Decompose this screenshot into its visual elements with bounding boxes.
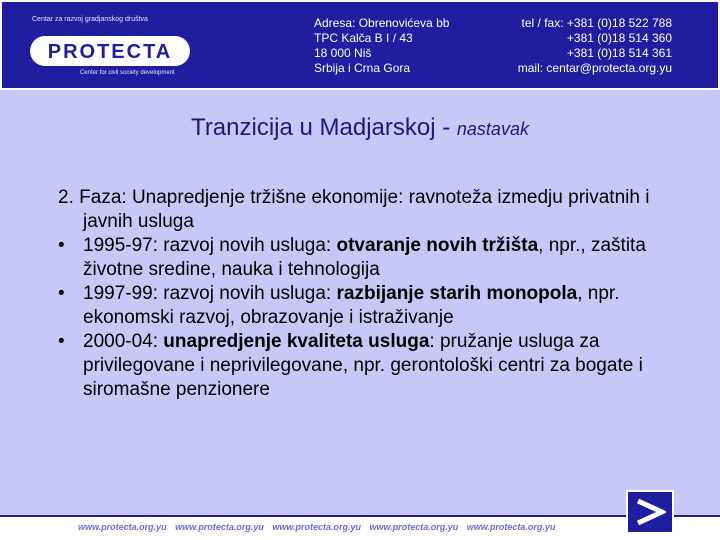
org-name: Centar za razvoj gradjanskog društva [32,16,148,23]
footer [0,515,720,540]
contact-line: +381 (0)18 514 361 [566,46,672,60]
bullet-text: : pružanje usluga za privilegovane i neprivilegovane, npr. gerontološki centri za bogate i siromašne penzionere [83,331,643,400]
list-item [58,330,678,402]
intro-paragraph [58,186,678,234]
next-slide-button[interactable] [626,490,674,534]
footer-links[interactable]: www.protecta.org.yu www.protecta.org.yu www.protecta.org.yu www.protecta.org.yu www.protecta.org.yu [78,522,556,532]
bullet-icon: • [58,283,65,304]
bullet-text: , npr., zaštita životne sredine, nauka i tehnologija [83,235,646,280]
list-item [58,234,678,282]
svg-text:PROTECTA: PROTECTA [47,41,173,63]
list-item [58,282,678,330]
address-line: Srbija i Crna Gora [314,61,411,75]
slide-title [0,114,720,142]
contact-line: tel / fax: +381 (0)18 522 788 [521,16,672,30]
contact-line: +381 (0)18 514 360 [566,31,672,45]
bullet-bold: razbijanje starih monopola [336,283,578,304]
bullet-text: 1995-97: razvoj novih usluga: [83,235,337,256]
header [0,0,720,90]
address-line: Adresa: Obrenovićeva bb [314,16,450,30]
slide-content [58,186,678,402]
contact-line: mail: centar@protecta.org.yu [517,61,672,75]
address-line: TPC Kalča B I / 43 [314,31,413,45]
protecta-logo [30,36,190,66]
bullet-list [58,234,678,402]
title-sub: nastavak [456,119,529,139]
address-block [314,16,449,76]
contact-block [510,16,672,76]
bullet-icon: • [58,235,65,256]
next-arrow-icon [634,497,666,527]
bullet-text: 1997-99: razvoj novih usluga: [83,283,337,304]
footer-divider [0,515,720,517]
bullet-text: , npr. ekonomski razvoj, obrazovanje i istraživanje [83,283,620,328]
title-main: Tranzicija u Madjarskoj - [191,114,457,141]
bullet-text: 2000-04: [83,331,164,352]
bullet-bold: unapredjenje kvaliteta usluga [163,331,430,352]
header-banner [2,2,718,88]
intro-text: : Unapredjenje tržišne ekonomije: ravnoteža izmedju privatnih i javnih usluga [83,187,650,232]
address-line: 18 000 Niš [314,46,372,60]
bullet-icon: • [58,331,65,352]
org-subtitle: Center for civil society development [80,70,175,76]
intro-number: 2. [58,187,74,208]
intro-label: Faza [79,187,122,208]
bullet-bold: otvaranje novih tržišta [336,235,539,256]
